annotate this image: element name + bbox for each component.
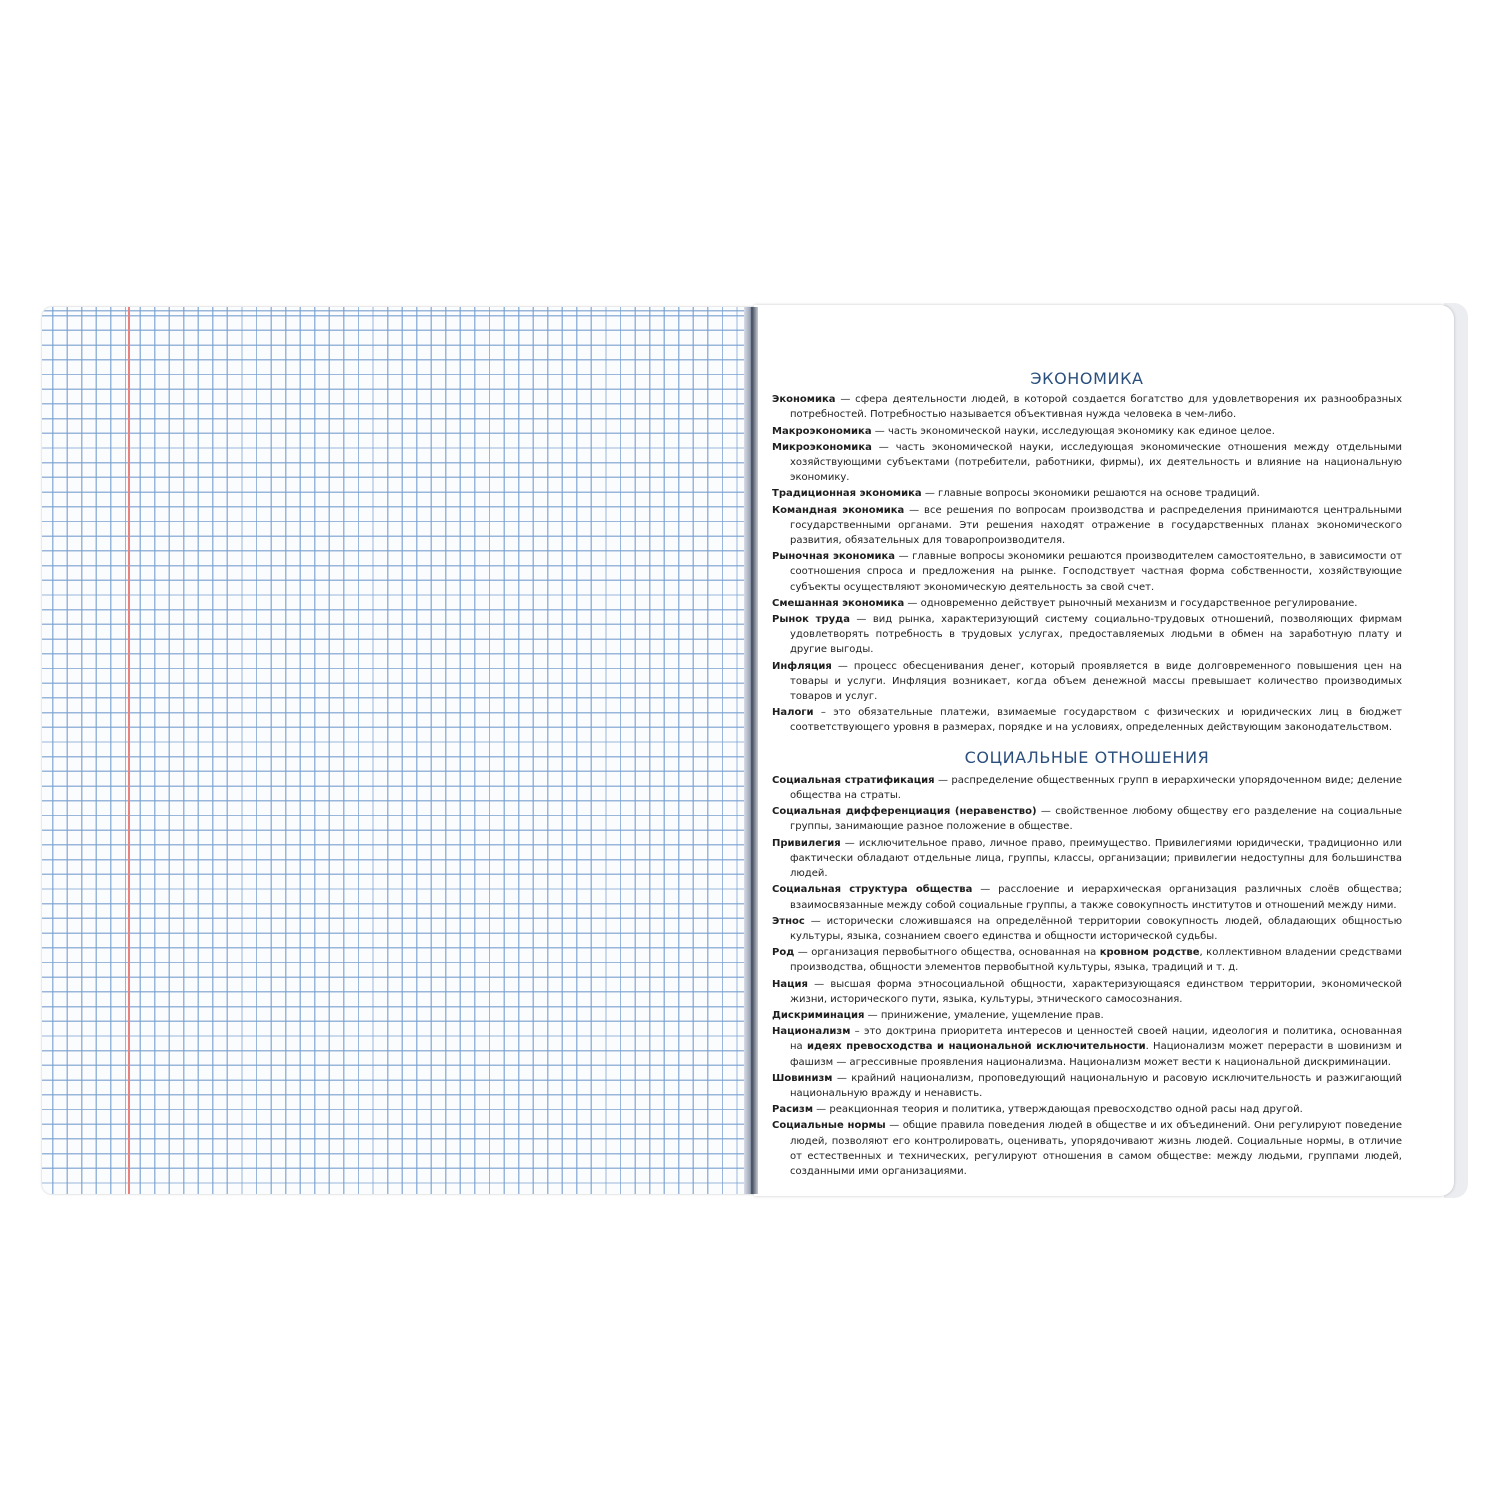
glossary-definition: — свойственное любому обществу его разделение на социальные группы, занимающие разное положение в обществе. [790, 806, 1403, 833]
glossary-entry [772, 392, 1402, 422]
glossary-definition: — все решения по вопросам производства и распределения принимаются центральными государственными органами. Эти решения находят отражение в государственных планах экономического развития, обязательных для товаропроизводителя. [790, 504, 1403, 547]
glossary-term: Экономика [772, 394, 836, 406]
notebook-spine [744, 307, 758, 1194]
glossary-entry [772, 1102, 1402, 1117]
glossary-entry [772, 705, 1402, 735]
glossary-term: Макроэкономика [772, 425, 872, 437]
glossary-entry [772, 945, 1402, 975]
glossary-definition: — высшая форма этносоциальной общности, характеризующаяся единством территории, экономической жизни, исторического пути, языка, культуры, этнического самосознания. [790, 978, 1402, 1005]
glossary-term: Социальная дифференциация (неравенство) [772, 806, 1037, 818]
glossary-definition: — распределение общественных групп в иерархически упорядоченном виде; деление общества на страты. [790, 774, 1402, 802]
glossary-definition-cont: . Национализм может перерасти в шовинизм и фашизм — агрессивные проявления национализма. Национализм может вести к национальной дискриминации. [790, 1041, 1402, 1068]
glossary-entry [772, 977, 1402, 1007]
glossary-term: Национализм [772, 1026, 851, 1038]
section-title-social-relations: СОЦИАЛЬНЫЕ ОТНОШЕНИЯ [964, 747, 1210, 767]
glossary-definition: – это обязательные платежи, взимаемые государством с физических и юридических лиц в бюджет соответствующего уровня в размерах, порядке и на условиях, определенных действующим законодательством. [790, 707, 1402, 734]
glossary-definition: — организация первобытного общества, основанная на [794, 947, 1100, 959]
glossary-definition: — вид рынка, характеризующий систему социально-трудовых отношений, позволяющих фирмам удовлетворять потребность в трудовых услугах, предоставляемых людьми в обмен на заработную плату и другие выгоды. [790, 614, 1403, 656]
glossary-entry [772, 804, 1402, 834]
glossary-definition-cont: , коллективном владении средствами производства, общности элементов первобытной культуры, языка, традиций и т. д. [790, 947, 1402, 974]
glossary-definition: – это доктрина приоритета интересов и ценностей своей нации, идеология и политика, основанная на [790, 1026, 1402, 1053]
glossary-definition: — одновременно действует рыночный механизм и государственное регулирование. [904, 597, 1358, 609]
glossary-term: Смешанная экономика [772, 597, 905, 609]
glossary-term: Расизм [772, 1104, 813, 1116]
glossary-term: Род [772, 947, 795, 959]
glossary-term: Рынок труда [772, 614, 850, 626]
glossary-term: Командная экономика [772, 504, 905, 516]
glossary-definition: — часть экономической науки, исследующая экономические отношения между отдельными хозяйствующими субъектами (потребители, работники, фирмы), их деятельность и влияние на национальную экономику. [790, 441, 1402, 484]
reference-content [772, 371, 1402, 1180]
glossary-term: Традиционная экономика [772, 488, 922, 500]
glossary-term: Социальная структура общества [772, 884, 973, 896]
glossary-entry [772, 882, 1402, 912]
glossary-entry [772, 424, 1402, 439]
glossary-entry [772, 549, 1402, 595]
glossary-emphasis: идеях превосходства и национальной исключительности [806, 1041, 1146, 1053]
glossary-term: Дискриминация [772, 1009, 865, 1021]
glossary-definition: — исторически сложившаяся на определённой территории совокупность людей, обладающих общностью культуры, языка, сознанием своего единства и общности исторической судьбы. [790, 915, 1402, 942]
grid-page [42, 307, 754, 1194]
glossary-term: Нация [772, 978, 808, 990]
glossary-entry [772, 503, 1402, 549]
glossary-term: Рыночная экономика [772, 551, 896, 563]
glossary-term: Социальная стратификация [772, 774, 935, 786]
glossary-term: Микроэкономика [772, 441, 872, 453]
glossary-entry [772, 1118, 1402, 1179]
glossary-entry [772, 1071, 1402, 1101]
glossary-definition: — процесс обесценивания денег, который проявляется в виде долговременного повышения цен на товары и услуги. Инфляция возникает, когда объем денежной массы превышает количество производимых товаров и услуг. [790, 660, 1402, 703]
glossary-term: Шовинизм [772, 1072, 833, 1084]
glossary-entry [772, 914, 1402, 944]
glossary-entry [772, 1024, 1402, 1070]
glossary-term: Социальные нормы [772, 1120, 886, 1132]
section-title-economics: ЭКОНОМИКА [1030, 369, 1144, 388]
glossary-definition: — главные вопросы экономики решаются на основе традиций. [921, 488, 1260, 500]
glossary-entry [772, 612, 1402, 658]
glossary-entry [772, 486, 1402, 501]
glossary-emphasis: кровном родстве [1099, 947, 1200, 959]
open-notebook [40, 303, 1468, 1198]
social-relations-entries [772, 773, 1402, 1179]
glossary-term: Привилегия [772, 837, 841, 849]
economics-entries [772, 392, 1402, 735]
glossary-definition: — расслоение и иерархическая организация различных слоёв общества; взаимосвязанные между собой социальные группы, а также совокупность институтов и отношений между ними. [790, 884, 1403, 911]
glossary-definition: — главные вопросы экономики решаются производителем самостоятельно, в зависимости от соотношения спроса и предложения на рынке. Господствует частная форма собственности, хозяйствующие субъекты осуществляют экономическую деятельность за свой счет. [790, 551, 1403, 593]
glossary-term: Инфляция [772, 660, 832, 672]
glossary-definition: — принижение, умаление, ущемление прав. [864, 1009, 1104, 1021]
glossary-entry [772, 659, 1402, 705]
glossary-definition: — часть экономической науки, исследующая экономику как единое целое. [871, 425, 1275, 437]
margin-line [128, 307, 130, 1194]
glossary-definition: — сфера деятельности людей, в которой создается богатство для удовлетворения их разнообразных потребностей. Потребностью называется объективная нужда человека в чем-либо. [790, 394, 1402, 421]
glossary-term: Налоги [772, 707, 814, 719]
glossary-definition: — общие правила поведения людей в обществе и их объединений. Они регулируют поведение людей, позволяют его контролировать, оценивать, упорядочивают жизнь людей. Социальные нормы, в отличие от естественных и технических, регулируют отношения в самом обществе: между людьми, группами людей, созданными ими организациями. [790, 1120, 1402, 1177]
glossary-entry [772, 440, 1402, 486]
glossary-entry [772, 773, 1402, 803]
glossary-term: Этнос [772, 915, 805, 927]
glossary-definition: — исключительное право, личное право, преимущество. Привилегиями юридически, традиционно или фактически обладают отдельные лица, группы, классы, организации; привилегии недоступны для большинства людей. [790, 837, 1402, 880]
glossary-entry [772, 836, 1402, 882]
glossary-definition: — крайний национализм, проповедующий национальную и расовую исключительность и разжигающий национальную вражду и ненависть. [790, 1072, 1402, 1099]
reference-page [754, 305, 1454, 1196]
glossary-definition: — реакционная теория и политика, утверждающая превосходство одной расы над другой. [813, 1104, 1303, 1116]
glossary-entry [772, 596, 1402, 611]
glossary-entry [772, 1008, 1402, 1023]
